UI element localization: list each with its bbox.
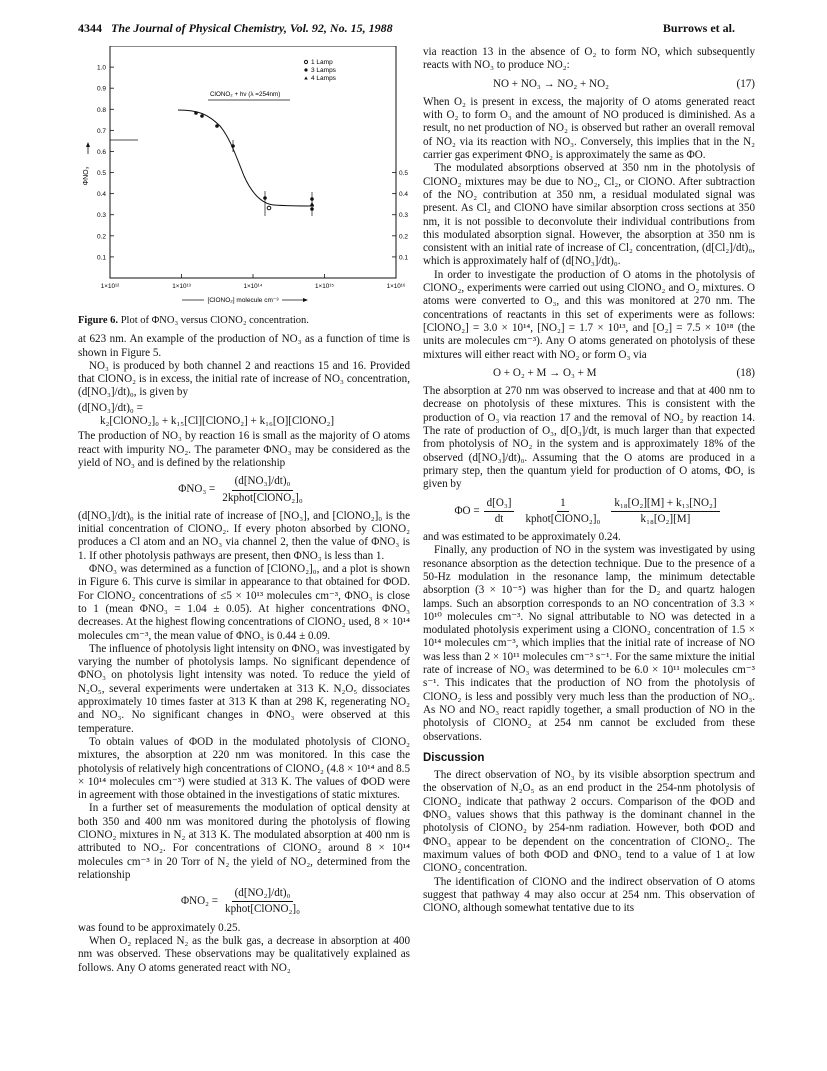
y-tick-label: 0.9 — [96, 85, 106, 93]
denominator: k₁₈[O₂][M] — [640, 512, 691, 525]
y-tick-label: 0.1 — [96, 254, 106, 262]
running-header — [78, 22, 749, 40]
paragraph: Finally, any production of NO in the system was investigated by using resonance absorption as the detection technique. Due to the presence of a 50-Hz modulation in the resonance lamp, the minimum detectable absorption (3 × 10⁻⁵) was higher than for the D₂ and quartz halogen lamps. Such an absorption corresponds to an NO concentration of 3.3 × 10¹⁰ molecules cm⁻³. No signal attributable to NO was detected in a modulated photolysis experiment using a ClONO₂ concentration of 1.5 × 10¹⁴ molecules cm⁻³, which implies that the initial rate of increase of NO was less than 2 × 10¹¹ molecules cm⁻³ s⁻¹. For the same mixture the initial rate of increase of NO₃ was determined to be 6.0 × 10¹¹ molecules cm⁻³ s⁻¹. This indicates that the production of NO from the photolysis of ClONO₂ is less and possibly very much less than the production of NO₃. As NO and NO₃ react rapidly together, a small production of NO in the photolysis of ClONO₂ at 254 nm cannot be excluded from these observations. — [423, 544, 755, 743]
equation-body: O + O₂ + M → O₃ + M — [493, 366, 597, 379]
paragraph: at 623 nm. An example of the production of NO₃ as a function of time is shown in Figure 5. — [78, 333, 410, 359]
y-tick-label: 1.0 — [96, 64, 106, 72]
section-heading-discussion: Discussion — [423, 751, 485, 764]
y-right-tick-label: 0.3 — [399, 212, 409, 220]
paragraph: The production of NO₃ by reaction 16 is small as the majority of O atoms react with impurity NO₂. The parameter ΦNO₃ may be considered as the yield of NO₃ and is defined by the relationship — [78, 430, 410, 469]
y-axis-label: ΦNO₃ — [83, 166, 90, 186]
x-tick-label: 1×10¹⁵ — [315, 283, 334, 290]
paragraph: NO₃ is produced by both channel 2 and reactions 15 and 16. Provided that ClONO₂ is in excess, the initial rate of increase of NO₃ concentration, (d[NO₃]/dt)₀, is given by — [78, 359, 410, 399]
x-axis-label: [ClONO₂] molecule cm⁻³ — [207, 297, 279, 304]
paragraph: When O₂ replaced N₂ as the bulk gas, a decrease in absorption at 400 nm was observed. These observations may be qualitatively explained as follows. Any O atoms generated react with NO₂ — [78, 935, 410, 974]
legend-4-lamps: 4 Lamps — [311, 75, 336, 82]
y-tick-label: 0.2 — [96, 233, 106, 241]
equation-body: NO + NO₃ → NO₂ + NO₂ — [493, 77, 609, 90]
fraction — [522, 497, 603, 527]
equation-lhs: ΦO = — [454, 504, 480, 517]
equation-phi-o — [423, 497, 755, 527]
y-tick-label: 0.7 — [96, 127, 106, 135]
y-axis-left — [97, 65, 114, 262]
plot-frame — [110, 46, 396, 278]
equation-17 — [423, 78, 755, 91]
data-points — [194, 111, 314, 216]
numerator: d[O₃] — [484, 497, 515, 512]
denominator: dt — [494, 512, 504, 525]
y-tick-label: 0.6 — [96, 148, 106, 156]
equation-lhs: ΦNO₂ = — [181, 895, 219, 908]
legend-marker-4-lamps — [304, 77, 308, 80]
y-tick-label: 0.8 — [96, 106, 106, 114]
equation-phi-no2 — [78, 887, 410, 917]
x-tick-label: 1×10¹⁴ — [243, 283, 263, 290]
numerator: (d[NO₂]/dt)₀ — [232, 887, 294, 902]
figure-caption-label: Figure 6. — [78, 315, 119, 326]
equation-18 — [423, 367, 755, 380]
paragraph: In a further set of measurements the modulation of optical density at both 350 and 400 nm was monitored during the photolysis of flowing ClONO₂ mixtures in N₂ at 313 K. The modulated absorption at 400 nm is attributed to NO₂. For concentrations of ClONO₂ around 8 × 10¹⁴ molecules cm⁻³ in 20 Torr of N₂ the yield of NO₂, determined from the relationship — [78, 802, 410, 881]
left-column — [78, 46, 410, 975]
paragraph: The direct observation of NO₃ by its visible absorption spectrum and the observation of N₂O₅ as an end product in the 254-nm photolysis of ClONO₂ indicate that pathway 2 occurs. Comparison of the ΦOD and ΦNO₃ values shows that this pathway is the dominant channel in the photolysis of ClONO₂ by 254-nm radiation. However, both ΦOD and ΦNO₃ appear to be dependent on the concentration of ClONO₂. The maximum values of both ΦOD and ΦNO₃ tend to a value of 1 at low ClONO₂ concentration. — [423, 769, 755, 875]
y-axis-arrowhead — [86, 142, 90, 147]
denominator: kphot[ClONO₂]₀ — [525, 512, 601, 525]
running-authors: Burrows et al. — [662, 21, 735, 35]
legend-1-lamp: 1 Lamp — [311, 59, 333, 66]
paragraph: ΦNO₃ was determined as a function of [ClONO₂]₀, and a plot is shown in Figure 6. This curve is similar in appearance to that obtained for ΦOD. For ClONO₂ concentrations of ≤5 × 10¹³ molecules cm⁻³, ΦNO₃ is close to 1 (mean ΦNO₃ = 1.04 ± 0.05). At higher concentrations ΦNO₃ decreases. At the highest flowing concentrations of ClONO₂ used, 8 × 10¹⁴ molecules cm⁻³, the mean value of ΦNO₃ is 0.44 ± 0.09. — [78, 563, 410, 642]
y-right-tick-label: 0.5 — [399, 170, 409, 178]
legend-marker-1-lamp — [304, 60, 307, 63]
equation-rate-rhs: k₂[ClONO₂]₀ + k₁₅[Cl][ClONO₂] + k₁₆[O][ClONO₂] — [100, 415, 335, 428]
figure-caption — [78, 314, 410, 327]
equation-number: (18) — [736, 366, 755, 379]
page-number: 4344 — [78, 21, 102, 35]
legend — [304, 59, 336, 82]
paragraph: To obtain values of ΦOD in the modulated photolysis of ClONO₂ mixtures, the absorption at 220 nm was monitored. In this case the photolysis of relatively high concentrations of ClONO₂ (4.8 × 10¹⁴ and 8.5 × 10¹⁴ molecules cm⁻³) were studied at 313 K. The values of ΦOD were in agreement with those obtained in the investigations of static mixtures. — [78, 735, 410, 802]
y-axis-right — [392, 170, 408, 261]
fraction — [222, 887, 303, 917]
x-tick-label: 1×10¹³ — [172, 283, 191, 290]
y-tick-label: 0.4 — [96, 191, 106, 199]
fraction — [611, 497, 719, 527]
equation-rate-lhs: (d[NO₃]/dt)₀ = — [78, 401, 143, 414]
fraction — [219, 475, 305, 505]
journal-title: The Journal of Physical Chemistry, Vol. 92, No. 15, 1988 — [111, 21, 393, 35]
equation-lhs: ΦNO₃ = — [178, 483, 216, 496]
equation-number: (17) — [736, 77, 755, 90]
numerator: (d[NO₃]/dt)₀ — [232, 475, 294, 490]
inset-label: ClONO₂ + hν (λ =254nm) — [210, 91, 281, 98]
right-column — [423, 46, 755, 915]
paragraph: When O₂ is present in excess, the majority of O atoms generated react with O₂ to form O₃ and the amount of NO produced is diminished. As a result, no net production of NO₂ is observed but rather an overall removal of NO₂ via its reaction with NO₃. Conversely, this implies that in the N₂ carrier gas experiment ΦNO₂ is approximately the same as ΦO. — [423, 95, 755, 162]
equation-phi-no3 — [78, 475, 410, 505]
paragraph: via reaction 13 in the absence of O₂ to form NO, which subsequently reacts with NO₃ to produce NO₂: — [423, 46, 755, 72]
paragraph: The absorption at 270 nm was observed to increase and that at 400 nm to decrease on photolysis of these mixtures. This is consistent with the production of O₃ via reaction 17 and the removal of NO₂ by reaction 14. The rate of production of O₃, d[O₃]/dt, is much larger than that expected from photolysis of NO₂ in the system and is approximately 18% of the observed (d[NO₃]/dt)₀. Assuming that the O atoms are produced in a primary step, then the quantum yield for production of O atoms, ΦO, is given by — [423, 385, 755, 491]
fraction — [484, 497, 515, 527]
paragraph: The influence of photolysis light intensity on ΦNO₃ was investigated by varying the number of photolysis lamps. No significant dependence of ΦNO₃ on photolysis light intensity was noted. To reduce the yield of N₂O₅, several experiments were undertaken at 313 K. N₂O₅ dissociates approximately 10 times faster at 313 K than at 298 K, regenerating NO₂ and NO₃. No significant changes in ΦNO₃ were observed at this temperature. — [78, 642, 410, 735]
y-right-tick-label: 0.2 — [399, 233, 409, 241]
equation-rate — [78, 402, 410, 429]
fit-curve — [178, 110, 314, 206]
paragraph: The modulated absorptions observed at 350 nm in the photolysis of ClONO₂ mixtures may be due to NO₂, Cl₂, or ClONO. After subtraction of the NO₂ contribution at 350 nm, a residual modulated signal was present. As Cl₂ and ClONO have similar absorption cross sections at 350 nm, it is not possible to deconvolute their individual contributions from this modulated absorption signal. However, the absorption at 350 nm is consistent with an initial rate of increase of Cl₂ concentration, (d[Cl₂]/dt)₀, which is approximately half of (d[NO₃]/dt)₀. — [423, 162, 755, 268]
y-tick-label: 0.3 — [96, 212, 106, 220]
legend-3-lamps: 3 Lamps — [311, 67, 336, 74]
y-right-tick-label: 0.1 — [399, 254, 409, 262]
data-point — [194, 111, 198, 115]
y-tick-label: 0.5 — [96, 170, 106, 178]
paragraph: and was estimated to be approximately 0.24. — [423, 531, 621, 544]
x-axis-arrowhead — [303, 298, 308, 302]
denominator: kphot[ClONO₂]₀ — [225, 903, 300, 916]
paragraph: The identification of ClONO and the indirect observation of O atoms suggest that pathway 4 may also occur at 254 nm. This observation of ClONO, although somewhat tentative due to its — [423, 875, 755, 915]
x-tick-label: 1×10¹⁶ — [386, 283, 406, 290]
numerator: 1 — [557, 497, 569, 512]
figure-6 — [78, 46, 410, 308]
data-point — [200, 114, 204, 118]
paragraph: was found to be approximately 0.25. — [78, 921, 241, 934]
denominator: 2kphot[ClONO₂]₀ — [222, 491, 303, 504]
paragraph: In order to investigate the production of O atoms in the photolysis of ClONO₂, experiments were carried out using ClONO₂ and O₂ mixtures. O atoms were converted to O₃, and this was monitored at 270 nm. The concentrations of reactants in this set of experiments were as follows: [ClONO₂] = 3.0 × 10¹⁴, [NO₂] = 1.7 × 10¹³, and [O₂] = 7.5 × 10¹⁸ (the units are molecules cm⁻³). Any O atoms generated on photolysis of these mixtures will either react with NO₂ or form O₃ via — [423, 268, 755, 361]
y-right-tick-label: 0.4 — [399, 191, 409, 199]
x-tick-label: 1×10¹² — [100, 283, 120, 290]
figure-6-plot — [78, 46, 410, 308]
numerator: k₁₈[O₂][M] + k₁₃[NO₂] — [611, 497, 719, 512]
paragraph: (d[NO₃]/dt)₀ is the initial rate of increase of [NO₃], and [ClONO₂]₀ is the initial concentration of ClONO₂. If every photon absorbed by ClONO₂ produces a Cl atom and an NO₃ via channel 2, then the value of ΦNO₃ is 1. If other photolysis pathways are present, then ΦNO₃ is less than 1. — [78, 509, 410, 562]
figure-caption-text: Plot of ΦNO₃ versus ClONO₂ concentration. — [120, 315, 309, 326]
legend-marker-3-lamps — [304, 68, 307, 71]
x-axis — [101, 274, 406, 290]
data-point — [267, 206, 271, 210]
data-point — [215, 124, 219, 128]
